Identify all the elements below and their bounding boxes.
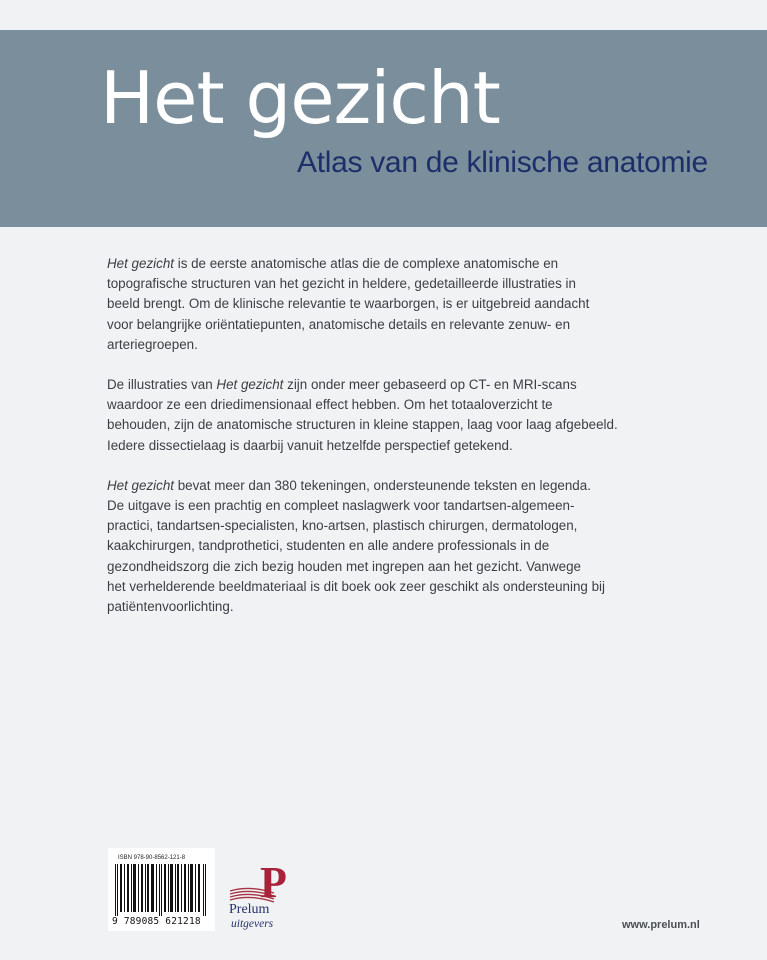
text-line: voor belangrijke oriëntatiepunten, anatomische details en relevante zenuw- en bbox=[107, 316, 571, 332]
publisher-website: www.prelum.nl bbox=[622, 919, 700, 931]
top-margin bbox=[0, 0, 767, 30]
description-text bbox=[107, 254, 707, 637]
text-line bbox=[107, 476, 707, 496]
text-line: waardoor ze een driedimensionaal effect hebben. Om het totaaloverzicht te bbox=[107, 397, 553, 413]
publisher-subtitle: uitgevers bbox=[231, 918, 274, 930]
italic-title: Het gezicht bbox=[107, 477, 174, 493]
text-run: De illustraties van bbox=[107, 377, 217, 393]
text-line: patiëntenvoorlichting. bbox=[107, 599, 234, 615]
paragraph-2 bbox=[107, 375, 707, 456]
book-title: Het gezicht bbox=[100, 56, 500, 140]
text-line: het verhelderende beeldmateriaal is dit boek ook zeer geschikt als ondersteuning bij bbox=[107, 578, 605, 594]
text-line: Iedere dissectielaag is daarbij vanuit hetzelfde perspectief getekend. bbox=[107, 437, 513, 453]
italic-title: Het gezicht bbox=[107, 256, 174, 271]
text-line bbox=[107, 375, 707, 395]
text-line bbox=[107, 254, 707, 274]
isbn-barcode bbox=[108, 848, 215, 931]
text-line: De uitgave is een prachtig en compleet naslagwerk voor tandartsen-algemeen- bbox=[107, 498, 575, 514]
text-line: gezondheidszorg die zich bezig houden met ingrepen aan het gezicht. Vanwege bbox=[107, 558, 581, 574]
text-line: kaakchirurgen, tandprothetici, studenten en alle andere professionals in de bbox=[107, 538, 550, 554]
book-subtitle: Atlas van de klinische anatomie bbox=[297, 146, 708, 179]
text-line: arteriegroepen. bbox=[107, 336, 198, 352]
text-line: behouden, zijn de anatomische structuren in kleine stappen, laag voor laag afgebeeld. bbox=[107, 417, 618, 433]
text-line: beeld brengt. Om de klinische relevantie te waarborgen, is er uitgebreid aandacht bbox=[107, 296, 590, 312]
isbn-label: ISBN 978-90-8562-121-8 bbox=[118, 855, 186, 861]
barcode-bars bbox=[114, 864, 209, 916]
barcode-digits: 9 789085 621218 bbox=[112, 916, 201, 927]
italic-title: Het gezicht bbox=[216, 377, 284, 393]
text-run: bevat meer dan 380 tekeningen, ondersteunende teksten en legenda. bbox=[174, 477, 591, 493]
logo-letter: P bbox=[260, 858, 287, 907]
text-line: topografische structuren van het gezicht in heldere, gedetailleerde illustraties in bbox=[107, 276, 576, 292]
paragraph-1 bbox=[107, 254, 707, 355]
publisher-name: Prelum bbox=[229, 902, 270, 917]
text-run: is de eerste anatomische atlas die de complexe anatomische en bbox=[174, 256, 559, 271]
paragraph-3 bbox=[107, 476, 707, 617]
text-line: practici, tandartsen-specialisten, kno-artsen, plastisch chirurgen, dermatologen, bbox=[107, 518, 578, 534]
text-run: zijn onder meer gebaseerd op CT- en MRI-scans bbox=[283, 377, 577, 393]
